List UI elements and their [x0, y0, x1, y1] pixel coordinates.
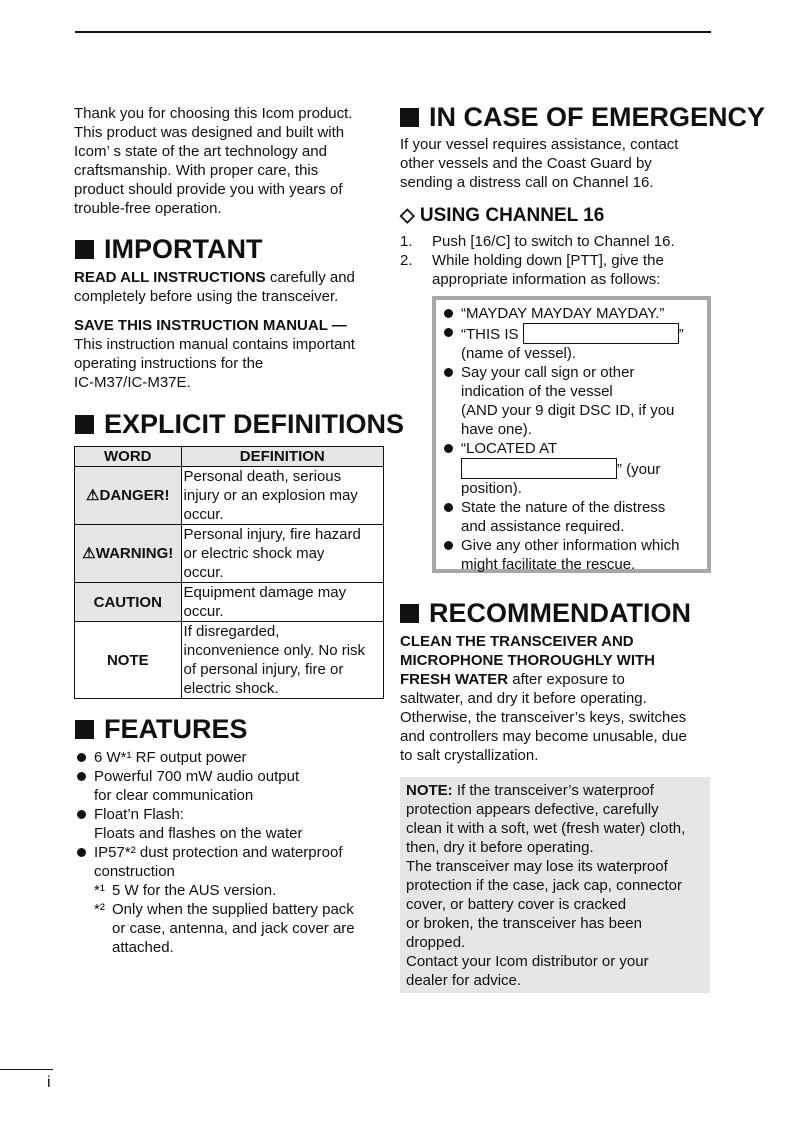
intro-line: Thank you for choosing this Icom product. — [74, 105, 353, 122]
position-blank — [461, 458, 617, 479]
list-item: Say your call sign or other indication of the vessel (AND your 9 digit DSC ID, if you have one). — [441, 363, 703, 439]
emergency-heading: IN CASE OF EMERGENCY — [400, 102, 765, 132]
list-item: Powerful 700 mW audio output for clear communication — [74, 767, 384, 805]
definition-cell: If disregarded, inconvenience only. No risk of personal injury, fire or electric shock. — [181, 622, 383, 699]
list-item: “MAYDAY MAYDAY MAYDAY.” — [441, 304, 703, 323]
section-square-icon — [75, 415, 94, 434]
note-label: NOTE: — [406, 782, 453, 799]
distress-call-box — [432, 296, 711, 573]
features-heading: FEATURES — [75, 714, 248, 744]
definitions-table — [74, 446, 384, 699]
recommendation-heading: RECOMMENDATION — [400, 598, 691, 628]
list-item: “LOCATED AT ” (your position). — [441, 439, 703, 498]
definition-cell: Personal death, serious injury or an explosion may occur. — [181, 467, 383, 525]
word-cell: NOTE — [75, 622, 182, 699]
intro-line: Icom’ s state of the art technology and — [74, 143, 327, 160]
section-square-icon — [75, 240, 94, 259]
list-item: “THIS IS ” (name of vessel). — [441, 323, 703, 363]
list-item: State the nature of the distress and assistance required. — [441, 498, 703, 536]
intro-line: product should provide you with years of — [74, 181, 343, 198]
word-cell: ⚠WARNING! — [75, 525, 182, 583]
definition-cell: Equipment damage may occur. — [181, 583, 383, 622]
table-row — [75, 583, 384, 622]
waterproof-note-box: NOTE: If the transceiver’s waterproof protection appears defective, carefully clean it with a soft, wet (fresh water) cloth, then, dry it before operating. The transceiver may lose its waterproof protection if the case, jack cap, connector cover, or battery cover is cracked or broken, the transceiver has been dropped. Contact your Icom distributor or your dealer for advice. — [400, 777, 710, 993]
channel-16-steps — [400, 232, 710, 289]
page-number: i — [47, 1074, 51, 1091]
intro-line: trouble-free operation. — [74, 200, 222, 217]
definition-cell: Personal injury, fire hazard or electric shock may occur. — [181, 525, 383, 583]
list-item: IP57*² dust protection and waterproof construction — [74, 843, 384, 881]
emergency-intro: If your vessel requires assistance, contact other vessels and the Coast Guard by sending a distress call on Channel 16. — [400, 136, 679, 191]
footnote: *² Only when the supplied battery pack or case, antenna, and jack cover are attached. — [94, 901, 355, 956]
list-item: 1. Push [16/C] to switch to Channel 16. — [400, 233, 675, 250]
list-item: 6 W*¹ RF output power — [74, 748, 384, 767]
definitions-heading: EXPLICIT DEFINITIONS — [75, 409, 404, 439]
footnote: *¹ 5 W for the AUS version. — [94, 882, 277, 899]
section-square-icon — [400, 108, 419, 127]
important-heading: IMPORTANT — [75, 234, 262, 264]
recommendation-body: CLEAN THE TRANSCEIVER AND MICROPHONE THOROUGHLY WITH FRESH WATER after exposure to saltwater, and dry it before operating. Otherwise, the transceiver’s keys, switches and controllers may become unusable, due to salt crystallization. — [400, 633, 687, 764]
table-header-row — [75, 447, 384, 467]
table-row — [75, 622, 384, 699]
top-rule — [75, 31, 711, 33]
distress-call-list — [441, 304, 703, 574]
word-cell: ⚠DANGER! — [75, 467, 182, 525]
table-row — [75, 467, 384, 525]
list-item: Give any other information which might facilitate the rescue. — [441, 536, 703, 574]
word-cell: CAUTION — [75, 583, 182, 622]
list-item: Float’n Flash: Floats and flashes on the water — [74, 805, 384, 843]
vessel-name-blank — [523, 323, 679, 344]
footer-rule — [0, 1069, 53, 1070]
important-save: SAVE THIS INSTRUCTION MANUAL — This instruction manual contains important operating instructions for the IC-M37/IC-M37E. — [74, 317, 355, 391]
intro-paragraph — [74, 104, 384, 218]
section-square-icon — [400, 604, 419, 623]
word-column-header: WORD — [75, 447, 182, 467]
channel-16-subheading: ◇ USING CHANNEL 16 — [400, 205, 605, 226]
intro-line: craftsmanship. With proper care, this — [74, 162, 319, 179]
list-item: 2. While holding down [PTT], give the appropriate information as follows: — [400, 252, 664, 288]
section-square-icon — [75, 720, 94, 739]
features-footnotes — [94, 881, 384, 957]
intro-line: This product was designed and built with — [74, 124, 345, 141]
important-read: READ ALL INSTRUCTIONS carefully and completely before using the transceiver. — [74, 269, 355, 305]
table-row — [75, 525, 384, 583]
features-list — [74, 748, 384, 881]
definition-column-header: DEFINITION — [181, 447, 383, 467]
